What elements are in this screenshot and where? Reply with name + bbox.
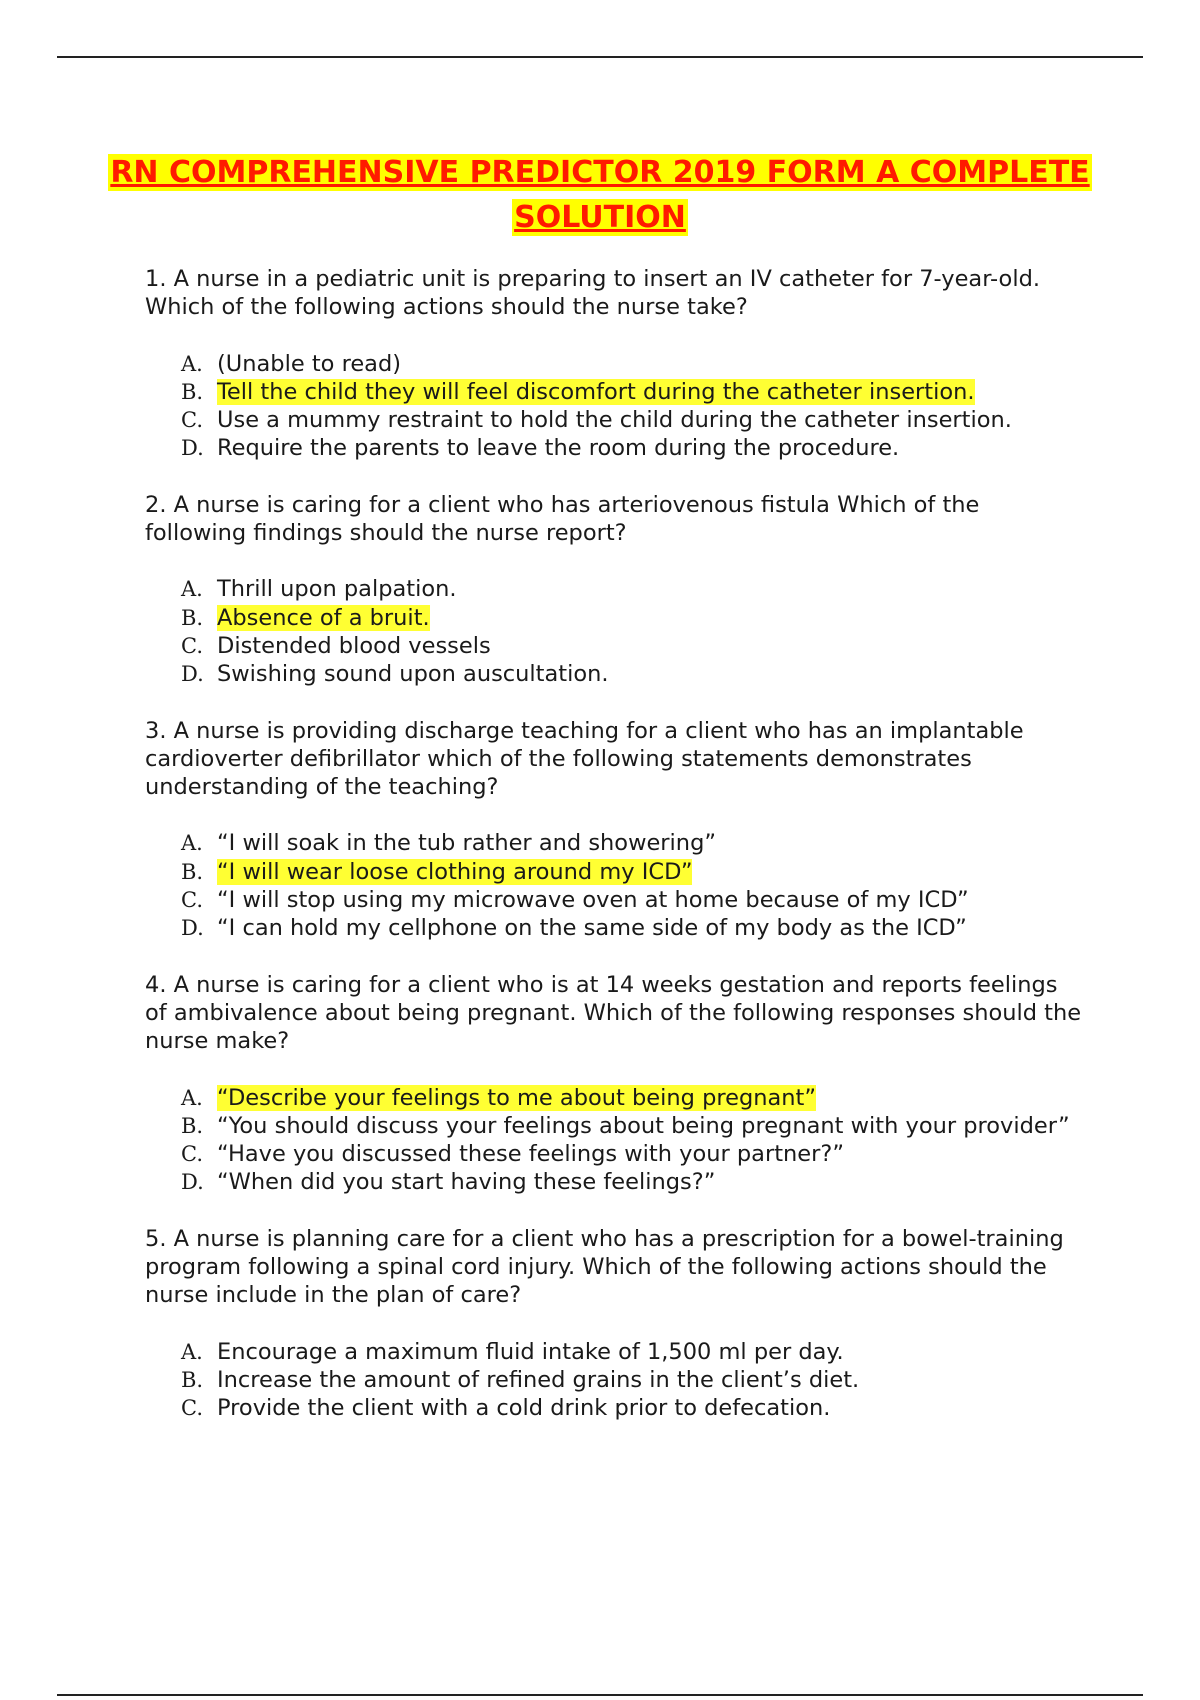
option-letter: D.	[181, 1170, 204, 1195]
option-b-answer	[181, 604, 1085, 632]
option-text: “Have you discussed these feelings with your partner?”	[217, 1141, 844, 1168]
option-d	[181, 434, 1085, 462]
question-stem: 2. A nurse is caring for a client who has arteriovenous fistula Which of the following findings should the nurse report?	[145, 491, 980, 547]
option-letter: B.	[181, 859, 204, 884]
option-letter: C.	[181, 408, 203, 433]
option-letter: C.	[181, 888, 203, 913]
option-text: Provide the client with a cold drink prior to defecation.	[217, 1395, 831, 1422]
highlighted-answer-text: “I will wear loose clothing around my ICD”	[217, 858, 693, 885]
option-letter: A.	[181, 577, 203, 602]
option-text: Thrill upon palpation.	[217, 576, 457, 603]
option-a	[181, 350, 1085, 378]
option-text: Swishing sound upon auscultation.	[217, 661, 609, 688]
question-2	[145, 491, 1085, 689]
title-line-2: SOLUTION	[514, 200, 686, 235]
option-letter: B.	[181, 379, 204, 404]
question-stem: 4. A nurse is caring for a client who is at 14 weeks gestation and reports feelings of ambivalence about being pregnant. Which of the following responses should the nurse make?	[145, 971, 1082, 1055]
option-d	[181, 660, 1085, 688]
option-b	[181, 1112, 1085, 1140]
question-stem: 5. A nurse is planning care for a client who has a prescription for a bowel-training program following a spinal cord injury. Which of the following actions should the nurse include in the plan of care?	[145, 1225, 1064, 1309]
option-c	[181, 1394, 1085, 1422]
question-5	[145, 1225, 1085, 1423]
option-text: Use a mummy restraint to hold the child during the catheter insertion.	[217, 407, 1012, 434]
option-text: “When did you start having these feelings?”	[217, 1169, 716, 1196]
option-letter: A.	[181, 1339, 203, 1364]
option-c	[181, 406, 1085, 434]
option-a	[181, 575, 1085, 603]
option-c	[181, 632, 1085, 660]
option-b	[181, 1366, 1085, 1394]
option-letter: A.	[181, 831, 203, 856]
option-list	[145, 1084, 1085, 1197]
option-d	[181, 1168, 1085, 1196]
option-text: Require the parents to leave the room during the procedure.	[217, 435, 900, 462]
highlighted-answer-text: Tell the child they will feel discomfort during the catheter insertion.	[217, 378, 975, 405]
option-c	[181, 886, 1085, 914]
option-text: Increase the amount of refined grains in the client’s diet.	[217, 1366, 860, 1393]
title-line-1: RN COMPREHENSIVE PREDICTOR 2019 FORM A COMPLETE	[110, 155, 1090, 190]
document-title	[100, 150, 1100, 240]
option-b-answer	[181, 858, 1085, 886]
option-letter: A.	[181, 1085, 203, 1110]
question-list	[145, 265, 1085, 1451]
option-text: “I can hold my cellphone on the same side of my body as the ICD”	[217, 915, 967, 942]
option-letter: D.	[181, 916, 204, 941]
option-b-answer	[181, 378, 1085, 406]
option-text: “I will stop using my microwave oven at home because of my ICD”	[217, 887, 969, 914]
option-text: “I will soak in the tub rather and showering”	[217, 830, 717, 857]
option-letter: B.	[181, 1367, 204, 1392]
top-rule	[57, 56, 1143, 58]
question-stem: 3. A nurse is providing discharge teaching for a client who has an implantable cardioverter defibrillator which of the following statements demonstrates understanding of the teaching?	[145, 717, 1024, 801]
question-4	[145, 971, 1085, 1197]
question-3	[145, 717, 1085, 943]
option-letter: C.	[181, 1396, 203, 1421]
option-letter: B.	[181, 1113, 204, 1138]
bottom-rule	[57, 1694, 1143, 1696]
option-letter: C.	[181, 633, 203, 658]
option-text: “You should discuss your feelings about being pregnant with your provider”	[217, 1112, 1070, 1139]
highlighted-answer-text: “Describe your feelings to me about being pregnant”	[217, 1084, 817, 1111]
option-text: Encourage a maximum fluid intake of 1,500 ml per day.	[217, 1338, 844, 1365]
highlighted-answer-text: Absence of a bruit.	[217, 604, 430, 631]
option-a	[181, 1338, 1085, 1366]
option-letter: C.	[181, 1142, 203, 1167]
option-letter: B.	[181, 605, 204, 630]
option-text: (Unable to read)	[217, 350, 402, 377]
question-1	[145, 265, 1085, 463]
option-a-answer	[181, 1084, 1085, 1112]
option-a	[181, 829, 1085, 857]
option-c	[181, 1140, 1085, 1168]
option-list	[145, 829, 1085, 942]
option-letter: D.	[181, 436, 204, 461]
option-list	[145, 1338, 1085, 1423]
option-letter: D.	[181, 662, 204, 687]
question-stem: 1. A nurse in a pediatric unit is preparing to insert an IV catheter for 7-year-old. Which of the following actions should the nurse take?	[145, 266, 1041, 321]
option-letter: A.	[181, 351, 203, 376]
option-list	[145, 350, 1085, 463]
option-d	[181, 914, 1085, 942]
option-list	[145, 575, 1085, 688]
option-text: Distended blood vessels	[217, 632, 491, 659]
